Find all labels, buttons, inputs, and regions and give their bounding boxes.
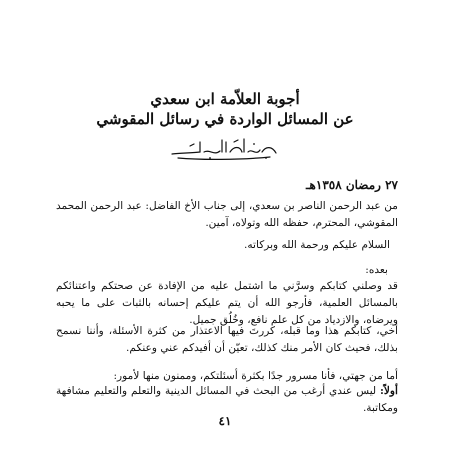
letter-date: ٢٧ رمضان ١٣٥٨هـ (306, 178, 398, 192)
awwalan-text: ليس عندي أرغب من البحث في المسائل الدينية والتعلم والتعليم مشافهة ومكاتبة. (56, 385, 398, 414)
greeting-from-paragraph: من عبد الرحمن الناصر بن سعدي، إلى جناب الأخ الفاضل: عبد الرحمن المحمد المقوشي، المحترم، حفظه الله وتولاه، آمين. (56, 200, 398, 229)
salam-line: السلام عليكم ورحمة الله وبركاته. (243, 239, 390, 251)
akhi-paragraph: أخي، كتابكم هذا وما قبله، كررتَ فيها الاعتذار من كثرة الأسئلة، وأننا نسمح بذلك، فحيث كان الأمر منك كذلك، تعيّن أن أفيدكم عني وعنكم. (56, 325, 398, 354)
page-number: ٤١ (218, 414, 232, 428)
letter-received-paragraph: قد وصلني كتابكم وسرَّني ما اشتمل عليه من الإفادة عن صحتكم واعتنائكم بالمسائل العلمية، فأرجو الله أن يتم عليكم إحسانه بالثبات على ما يحبه ويرضاه، والازدياد من كل علم نافع، وخُلُق جميل. (56, 280, 398, 326)
awwalan-paragraph (56, 383, 398, 417)
basmala-calligraphy (170, 136, 278, 162)
baadu-line: بعده: (365, 264, 388, 276)
page-title-line-2: عن المسائل الواردة في رسائل المقوشي (96, 110, 354, 128)
amma-paragraph: أما من جهتي، فأنا مسرور جدًا بكثرة أسئلتكم، وممنون منها لأمور: (113, 370, 398, 382)
awwalan-label: أولاً: (379, 385, 398, 397)
page-title-line-1: أجوبة العلاّمة ابن سعدي (150, 90, 300, 108)
